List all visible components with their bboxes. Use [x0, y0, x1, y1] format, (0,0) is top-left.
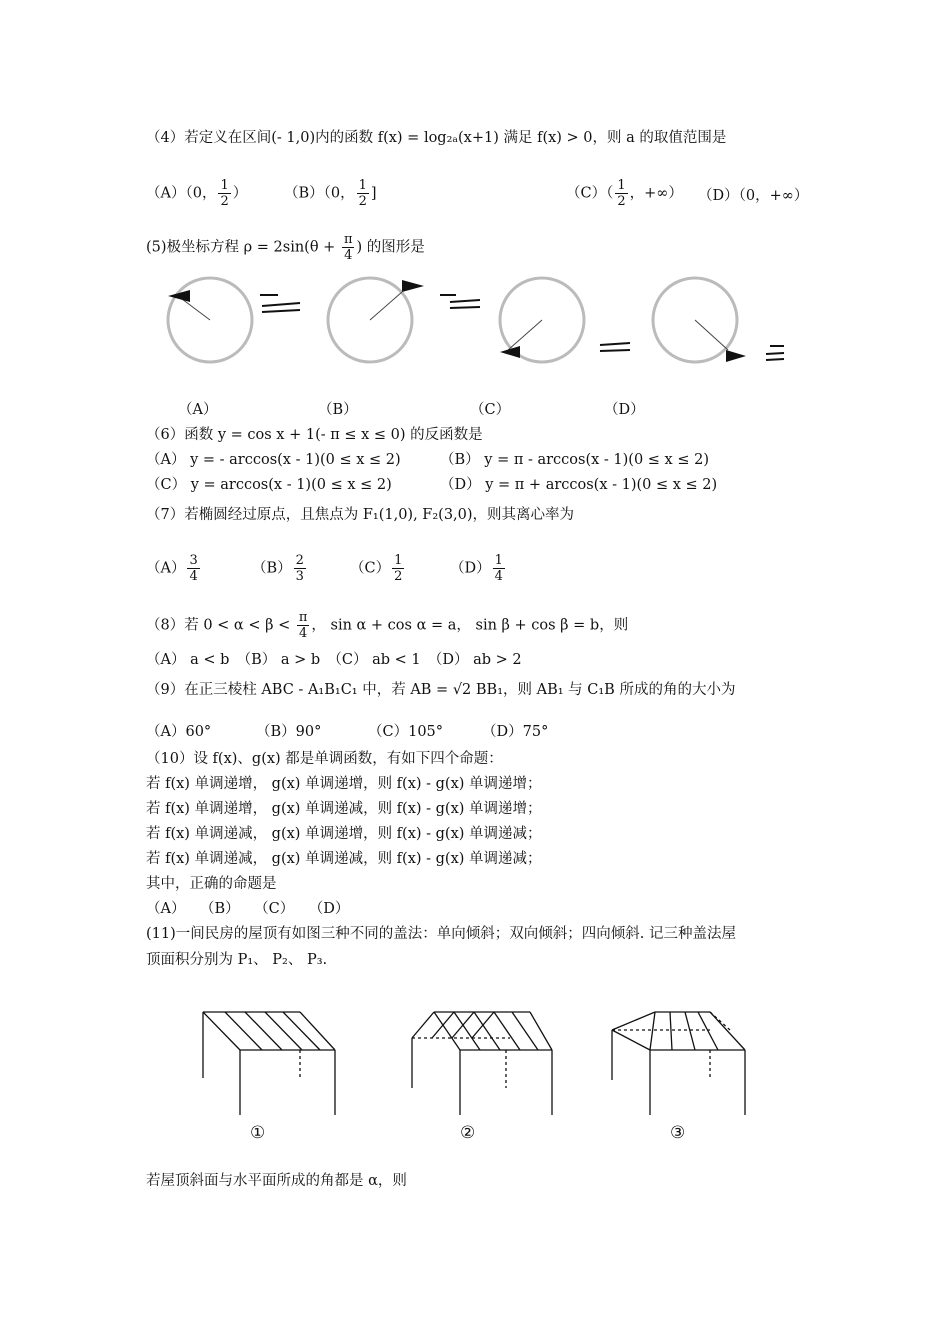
- q5-label-a: （A）: [178, 402, 218, 418]
- q5-label-c: （C）: [470, 402, 511, 418]
- q7-stem: （7）若椭圆经过原点，且焦点为 F₁(1,0), F₂(3,0)，则其离心率为: [146, 507, 575, 523]
- q10-proposition-2: 若 f(x) 单调递增， g(x) 单调递减，则 f(x) - g(x) 单调递增；: [146, 801, 542, 817]
- q6-stem: （6）函数 y = cos x + 1(- π ≤ x ≤ 0) 的反函数是: [146, 427, 483, 443]
- q7-option-d: （D） $\frac{1}{4}$: [450, 553, 503, 584]
- q4-option-c: （C）（ $\frac{1}{2}$ ，+∞）: [566, 178, 683, 209]
- q11-stem-line1: (11)一间民房的屋顶有如图三种不同的盖法：单向倾斜；双向倾斜；四向倾斜. 记三种盖法屋: [146, 926, 736, 942]
- q10-proposition-3: 若 f(x) 单调递减， g(x) 单调递增，则 f(x) - g(x) 单调递减；: [146, 826, 542, 842]
- roof-single-slope: [203, 1012, 335, 1115]
- roof-double-slope: [412, 1012, 552, 1115]
- q10-which: 其中，正确的命题是: [146, 876, 277, 892]
- q9-option-a: （A）60°: [146, 724, 212, 740]
- q11-roof-diagrams: [0, 1000, 950, 1120]
- q8-options: （A） a < b （B） a > b （C） ab < 1 （D） ab > 2: [146, 652, 522, 668]
- q5-polar-circle-diagrams: [0, 270, 950, 380]
- q11-label-1: ①: [250, 1123, 266, 1143]
- q10-stem: （10）设 f(x)、g(x) 都是单调函数，有如下四个命题：: [146, 751, 503, 767]
- q9-option-d: （D）75°: [482, 724, 549, 740]
- q5-label-d: （D）: [604, 402, 645, 418]
- q4-option-d: （D）（0，+∞）: [698, 188, 809, 204]
- q8-stem: （8）若 0 < α < β < $\frac{\pi}{4}$ ， sin α + cos α = a， sin β + cos β = b，则: [146, 610, 629, 641]
- q6-option-b: （B） y = π - arccos(x - 1)(0 ≤ x ≤ 2): [440, 452, 709, 468]
- q6-option-a: （A） y = - arccos(x - 1)(0 ≤ x ≤ 2): [146, 452, 401, 468]
- q10-options: （A） （B） （C） （D）: [146, 901, 350, 917]
- q4-option-a: （A）（0， $\frac{1}{2}$ ）: [146, 178, 248, 209]
- q11-label-3: ③: [670, 1123, 686, 1143]
- q5-label-b: （B）: [318, 402, 358, 418]
- q4-stem: （4）若定义在区间(- 1,0)内的函数 f(x) = log₂ₐ(x+1) 满足 f(x) > 0，则 a 的取值范围是: [146, 130, 727, 146]
- q5-stem: (5)极坐标方程 ρ = 2sin(θ + $\frac{\pi}{4}$ ) 的图形是: [146, 232, 425, 263]
- q10-proposition-4: 若 f(x) 单调递减， g(x) 单调递减，则 f(x) - g(x) 单调递减；: [146, 851, 542, 867]
- q7-option-a: （A） $\frac{3}{4}$: [146, 553, 198, 584]
- q6-option-d: （D） y = π + arccos(x - 1)(0 ≤ x ≤ 2): [440, 477, 718, 493]
- q10-proposition-1: 若 f(x) 单调递增， g(x) 单调递增，则 f(x) - g(x) 单调递增；: [146, 776, 542, 792]
- q4-option-b: （B）（0， $\frac{1}{2}$ ]: [284, 178, 377, 209]
- q11-last-line: 若屋顶斜面与水平面所成的角都是 α，则: [146, 1173, 407, 1189]
- roof-four-slope: [612, 1012, 745, 1115]
- q9-stem: （9）在正三棱柱 ABC - A₁B₁C₁ 中，若 AB = √2 BB₁，则 AB₁ 与 C₁B 所成的角的大小为: [146, 682, 736, 698]
- q6-option-c: （C） y = arccos(x - 1)(0 ≤ x ≤ 2): [146, 477, 392, 493]
- q7-option-b: （B） $\frac{2}{3}$: [252, 553, 304, 584]
- q9-option-b: （B）90°: [256, 724, 322, 740]
- q11-stem-line2: 顶面积分别为 P₁、 P₂、 P₃.: [146, 952, 328, 968]
- q9-option-c: （C）105°: [368, 724, 444, 740]
- q7-option-c: （C） $\frac{1}{2}$: [350, 553, 403, 584]
- q11-label-2: ②: [460, 1123, 476, 1143]
